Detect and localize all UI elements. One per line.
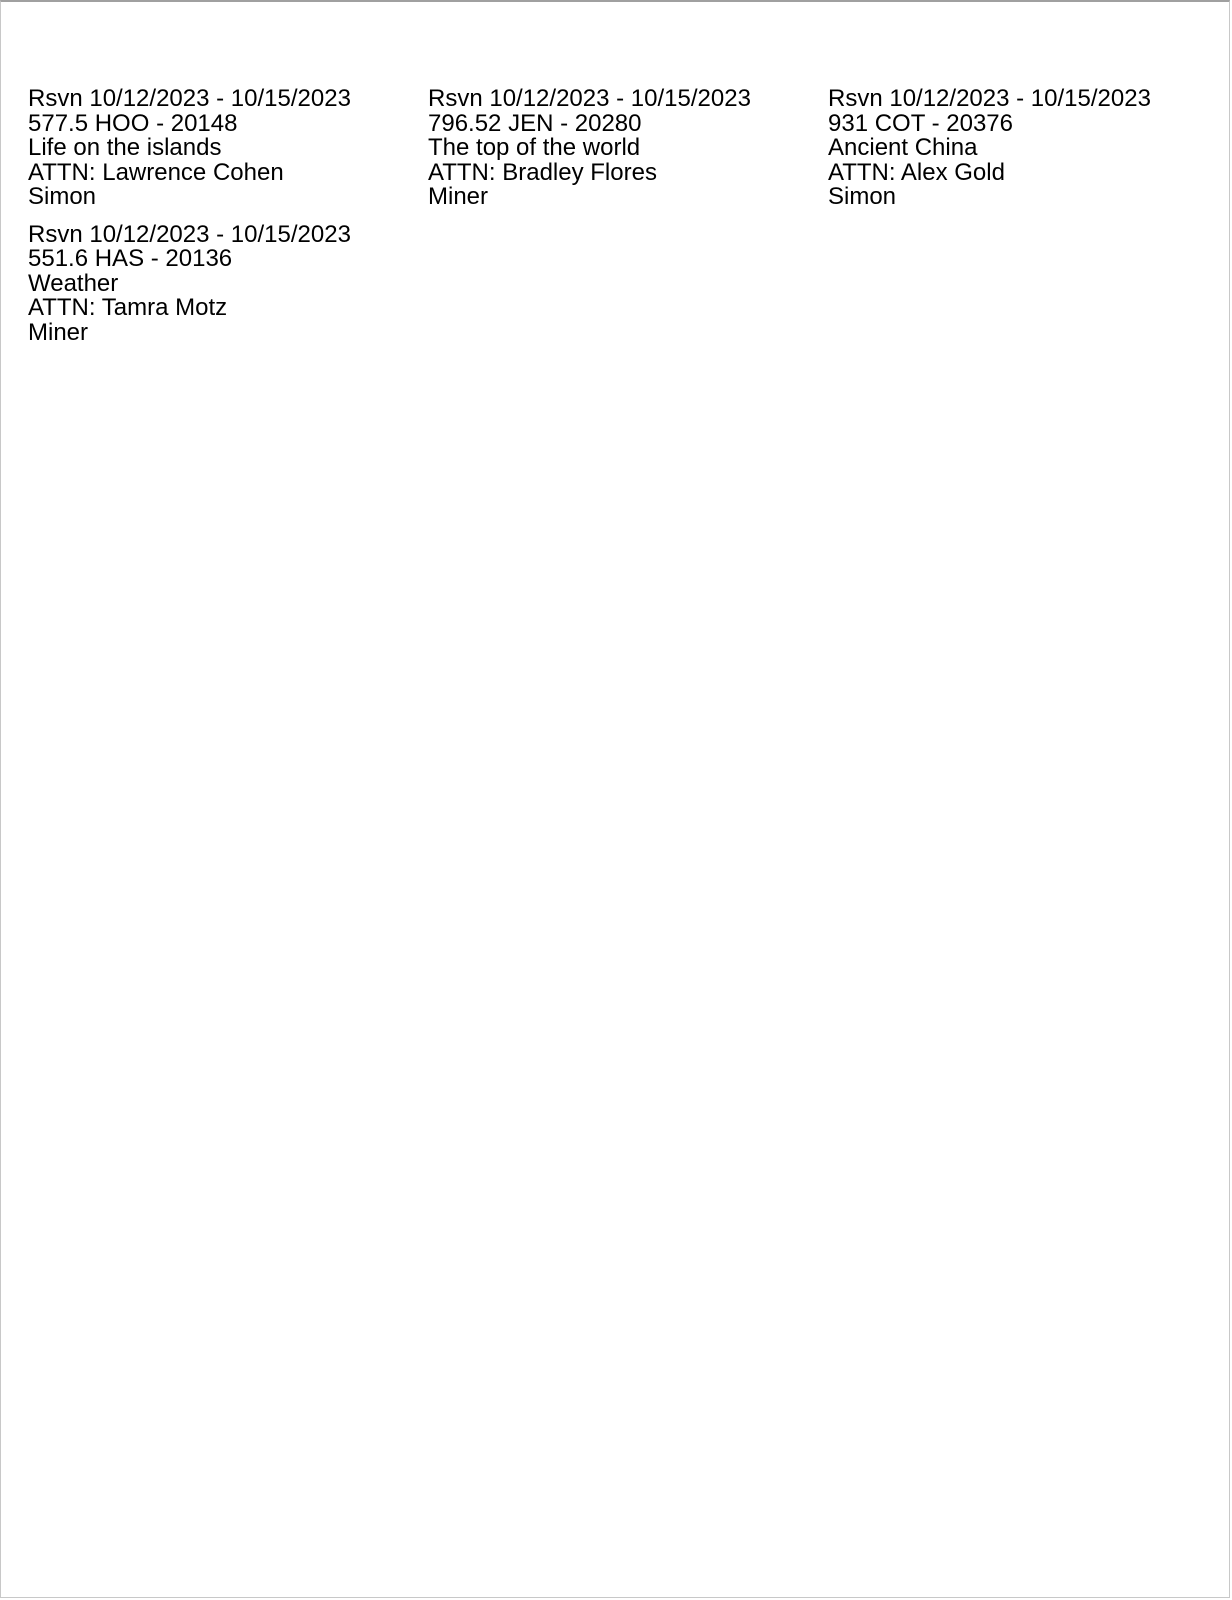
call-number: 551.6 HAS - 20136 <box>28 245 233 272</box>
call-number: 931 COT - 20376 <box>828 109 1014 137</box>
reservation-label <box>428 87 828 210</box>
reservation-dates: Rsvn 10/12/2023 - 10/15/2023 <box>428 85 751 112</box>
reservation-label <box>28 87 428 210</box>
attention-line: ATTN: Tamra Motz <box>28 294 228 321</box>
reservation-label <box>828 87 1228 210</box>
item-title: The top of the world <box>428 134 641 161</box>
location-name: Miner <box>428 183 489 210</box>
call-number: 577.5 HOO - 20148 <box>28 109 238 137</box>
reservation-label <box>28 220 428 346</box>
call-number: 796.52 JEN - 20280 <box>428 109 642 137</box>
location-name: Simon <box>828 183 897 210</box>
item-title: Life on the islands <box>28 134 222 161</box>
reservation-dates: Rsvn 10/12/2023 - 10/15/2023 <box>28 85 351 112</box>
location-name: Miner <box>28 318 89 346</box>
item-title: Weather <box>28 269 119 297</box>
item-title: Ancient China <box>828 134 978 161</box>
location-name: Simon <box>28 183 97 210</box>
attention-line: ATTN: Lawrence Cohen <box>28 158 284 186</box>
reservation-dates: Rsvn 10/12/2023 - 10/15/2023 <box>828 85 1151 112</box>
reservation-dates: Rsvn 10/12/2023 - 10/15/2023 <box>28 220 351 248</box>
label-grid <box>28 87 1228 345</box>
attention-line: ATTN: Bradley Flores <box>428 158 657 186</box>
attention-line: ATTN: Alex Gold <box>828 158 1005 186</box>
